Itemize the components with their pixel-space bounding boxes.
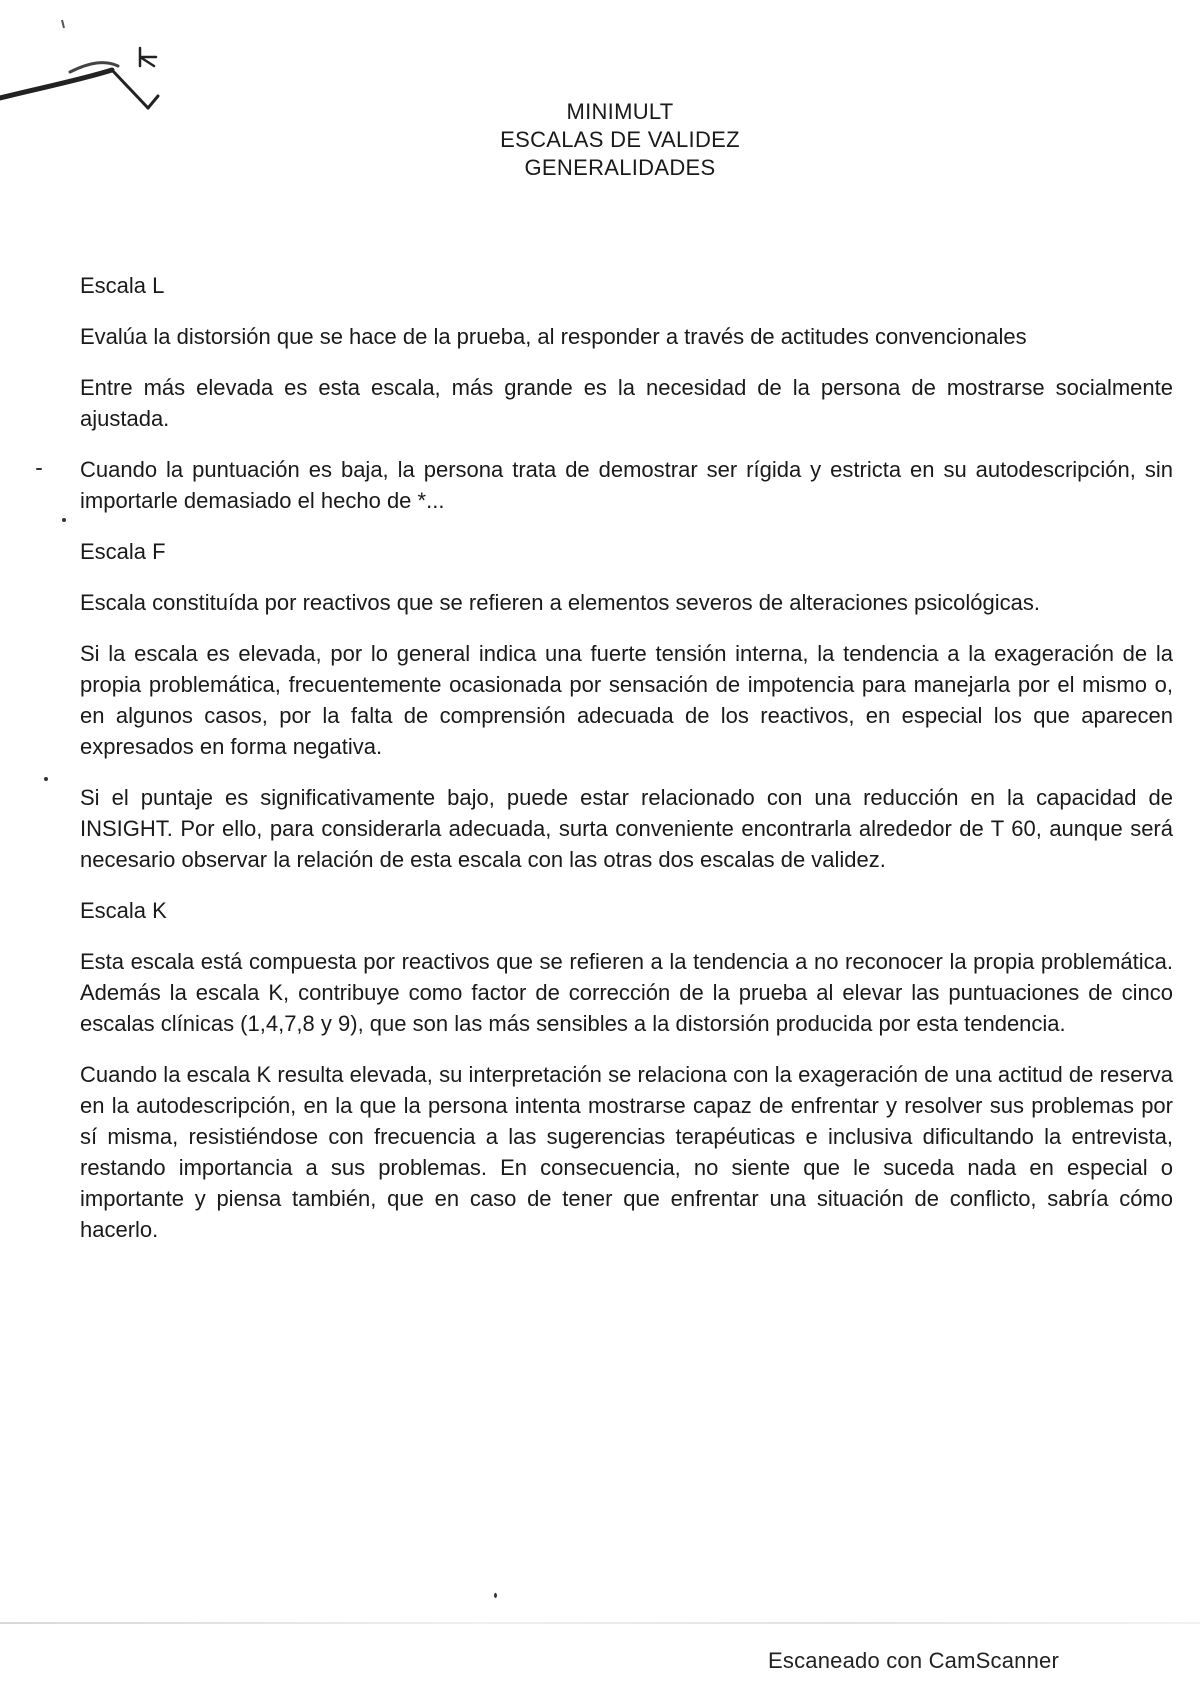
section-heading-escala-k: Escala K [80,898,167,923]
paragraph: Entre más elevada es esta escala, más grande es la necesidad de la persona de mostrarse socialmente ajustada. [80,375,1173,431]
scan-speck [62,518,66,522]
scan-edge-line [0,1622,1200,1624]
scan-speck [44,777,48,781]
scan-mark-icon [0,0,180,130]
section-heading-escala-l: Escala L [80,273,165,298]
document-body [80,270,1173,1265]
paragraph: Escala constituída por reactivos que se refieren a elementos severos de alteraciones psicológicas. [80,590,1040,615]
scan-speck [494,1593,497,1598]
paragraph: Cuando la puntuación es baja, la persona trata de demostrar ser rígida y estricta en su autodescripción, sin importarle demasiado el hecho de *... [80,457,1173,513]
header-subtitle: ESCALAS DE VALIDEZ [500,127,740,152]
paragraph: Esta escala está compuesta por reactivos que se refieren a la tendencia a no reconocer la propia problemática. Además la escala K, contribuye como factor de corrección de la prueba al elevar las puntuaciones de cinco escalas clínicas (1,4,7,8 y 9), que son las más sensibles a la distorsión producida por esta tendencia. [80,949,1173,1036]
camscanner-watermark: Escaneado con CamScanner [768,1648,1059,1673]
paragraph: Evalúa la distorsión que se hace de la prueba, al responder a través de actitudes convencionales [80,324,1027,349]
header-section: GENERALIDADES [524,155,716,180]
header-title: MINIMULT [566,99,674,124]
paragraph: Cuando la escala K resulta elevada, su interpretación se relaciona con la exageración de una actitud de reserva en la autodescripción, en la que la persona intenta mostrarse capaz de enfrentar y resolver sus problemas por sí misma, resistiéndose con frecuencia a las sugerencias terapéuticas e inclusiva dificultando la entrevista, restando importancia a sus problemas. En consecuencia, no siente que le suceda nada en especial o importante y piensa también, que en caso de tener que enfrentar una situación de conflicto, sabría cómo hacerlo. [80,1062,1173,1242]
section-heading-escala-f: Escala F [80,539,166,564]
paragraph: Si el puntaje es significativamente bajo, puede estar relacionado con una reducción en la capacidad de INSIGHT. Por ello, para considerarla adecuada, surta conveniente encontrarla alrededor de T 60, aunque será necesario observar la relación de esta escala con las otras dos escalas de validez. [80,785,1173,872]
document-header [420,98,820,182]
scan-speck [36,468,42,470]
paragraph: Si la escala es elevada, por lo general indica una fuerte tensión interna, la tendencia a la exageración de la propia problemática, frecuentemente ocasionada por sensación de impotencia para manejarla por el mismo o, en algunos casos, por la falta de comprensión adecuada de los reactivos, en especial los que aparecen expresados en forma negativa. [80,641,1173,759]
